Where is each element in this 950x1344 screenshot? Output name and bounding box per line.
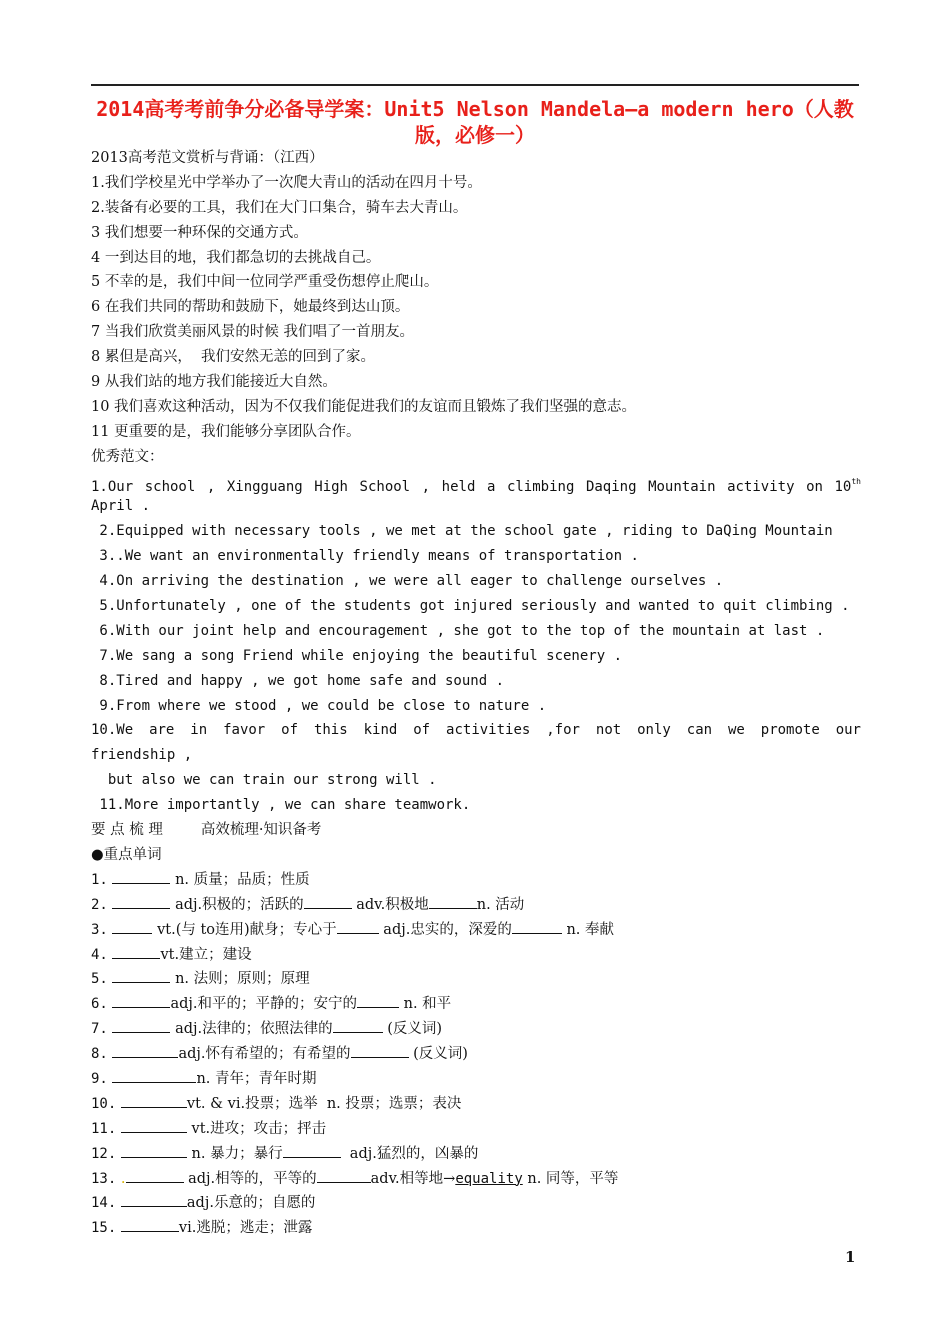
vocab-number: 6.: [91, 996, 108, 1013]
essay-sentence-10-cont: friendship ,: [91, 747, 193, 764]
answer-blank: [112, 943, 160, 959]
vocab-item: [91, 992, 861, 1017]
vocab-number: 10.: [91, 1095, 117, 1112]
vocab-definition: adv.积极地: [356, 896, 429, 913]
intro-sentence: 2.装备有必要的工具，我们在大门口集合，骑车去大青山。: [91, 199, 468, 216]
section-heading-left: 要 点 梳 理: [91, 822, 163, 839]
intro-sentence: 8 累但是高兴， 我们安然无恙的回到了家。: [91, 349, 376, 366]
essay-sentence-3: 3..We want an environmentally friendly means of transportation .: [91, 548, 639, 565]
answer-blank: [126, 1167, 184, 1183]
section-heading-right: 高效梳理·知识备考: [200, 822, 322, 839]
essay-sentence-9: 9.From where we stood , we could be close to nature .: [91, 697, 547, 714]
vocab-item: [91, 1191, 861, 1216]
vocab-definition: adj.怀有希望的；有希望的: [178, 1046, 351, 1063]
essay-sentence-2: 2.Equipped with necessary tools , we met at the school gate , riding to DaQing Mountain: [91, 523, 833, 540]
essay-heading: 优秀范文：: [91, 448, 164, 465]
vocab-definition: (反义词): [413, 1046, 468, 1063]
vocab-item: [91, 1117, 861, 1142]
vocab-definition: adj.猛烈的，凶暴的: [349, 1145, 479, 1162]
answer-blank: [112, 1017, 170, 1033]
title-line-2: 版，必修一）: [415, 123, 535, 147]
answer-blank: [333, 1017, 383, 1033]
vocab-definition: n. 质量；品质；性质: [175, 871, 310, 888]
essay-sentence-10: 10.We are in favor of this kind of activities ,for not only can we promote our: [91, 722, 861, 739]
vocab-number: 12.: [91, 1145, 117, 1162]
vocab-definition: n. 同等，平等: [527, 1170, 619, 1187]
answer-blank: [283, 1142, 341, 1158]
answer-blank: [121, 1117, 187, 1133]
vocab-number: 4.: [91, 946, 108, 963]
intro-sentence: 4 一到达目的地，我们都急切的去挑战自己。: [91, 249, 381, 266]
essay-sentence-11: 11.More importantly , we can share teamwork.: [91, 797, 471, 814]
document-body: [91, 146, 861, 1241]
vocab-number: 13.: [91, 1170, 117, 1187]
vocab-item: [91, 893, 861, 918]
essay-sentence-5: 5.Unfortunately , one of the students got injured seriously and wanted to quit climbing .: [91, 598, 850, 615]
vocab-number: 7.: [91, 1021, 108, 1038]
vocab-definition: vt.进攻；攻击；抨击: [191, 1120, 327, 1137]
intro-sentence: 7 当我们欣赏美丽风景的时候 我们唱了一首朋友。: [91, 324, 414, 341]
vocab-number: 1.: [91, 871, 108, 888]
vocab-number: 5.: [91, 971, 108, 988]
vocab-definition: adj.和平的；平静的；安宁的: [170, 996, 357, 1013]
vocab-item: [91, 1167, 861, 1192]
essay-s1-text: 1.Our school , Xingguang High School , held a climbing Daqing Mountain activity on 10: [91, 478, 852, 495]
vocab-number: 3.: [91, 921, 108, 938]
vocab-number: 14.: [91, 1195, 117, 1212]
intro-sentence: 1.我们学校星光中学举办了一次爬大青山的活动在四月十号。: [91, 174, 482, 191]
vocab-item: [91, 1042, 861, 1067]
vocab-item: [91, 943, 861, 968]
vocab-item: [91, 1017, 861, 1042]
vocab-definition: adj.乐意的；自愿的: [186, 1195, 316, 1212]
answer-blank: [351, 1042, 409, 1058]
answer-blank: [112, 992, 170, 1008]
answer-blank: [512, 918, 562, 934]
intro-sentence: 6 在我们共同的帮助和鼓励下，她最终到达山顶。: [91, 299, 410, 316]
vocab-number: 9.: [91, 1070, 108, 1087]
answer-blank: [121, 1191, 187, 1207]
answer-blank: [317, 1167, 371, 1183]
answer-blank: [112, 1067, 196, 1083]
vocab-answer-equality: equality: [455, 1170, 523, 1187]
intro-sentence: 11 更重要的是，我们能够分享团队合作。: [91, 423, 361, 440]
vocab-definition: adv.相等地→: [370, 1170, 456, 1187]
essay-sentence-1: [91, 470, 861, 495]
vocab-definition: vt.(与 to连用)献身；专心于: [157, 921, 337, 938]
vocab-definition: adj.忠实的，深爱的: [383, 921, 512, 938]
answer-blank: [429, 893, 477, 909]
answer-blank: [112, 868, 170, 884]
vocab-definition: n. 青年；青年时期: [196, 1070, 317, 1087]
essay-sentence-8: 8.Tired and happy , we got home safe and sound .: [91, 672, 505, 689]
intro-sentence: 5 不幸的是，我们中间一位同学严重受伤想停止爬山。: [91, 274, 439, 291]
vocab-item: [91, 1067, 861, 1092]
vocab-number: 15.: [91, 1220, 117, 1237]
title-line-1: 2014高考考前争分必备导学案：Unit5 Nelson Mandela—a modern hero（人教: [96, 97, 854, 121]
vocab-number: 8.: [91, 1046, 108, 1063]
vocab-definition: vt. & vi.投票；选举 n. 投票；选票；表决: [186, 1095, 462, 1112]
intro-sentence: 9 从我们站的地方我们能接近大自然。: [91, 374, 337, 391]
answer-blank: [112, 893, 170, 909]
intro-sentence: 3 我们想要一种环保的交通方式。: [91, 224, 308, 241]
vocab-item: [91, 918, 861, 943]
essay-sentence-4: 4.On arriving the destination , we were all eager to challenge ourselves .: [91, 573, 724, 590]
vocab-definition: adj.积极的；活跃的: [175, 896, 304, 913]
answer-blank: [357, 992, 399, 1008]
vocab-definition: adj.相等的，平等的: [188, 1170, 317, 1187]
answer-blank: [121, 1092, 187, 1108]
page-number: 1: [845, 1248, 856, 1266]
essay-sentence-6: 6.With our joint help and encouragement , she got to the top of the mountain at last .: [91, 622, 825, 639]
vocab-item: [91, 868, 861, 893]
vocab-number: 11.: [91, 1120, 117, 1137]
vocab-definition: n. 法则；原则；原理: [175, 971, 310, 988]
vocab-definition: n. 活动: [476, 896, 525, 913]
vocab-definition: n. 暴力；暴行: [191, 1145, 283, 1162]
stray-mark: .: [120, 1170, 126, 1187]
vocab-definition: n. 和平: [403, 996, 452, 1013]
answer-blank: [121, 1142, 187, 1158]
answer-blank: [121, 1216, 179, 1232]
intro-heading: 2013高考范文赏析与背诵：（江西）: [91, 150, 324, 166]
vocab-definition: vi.逃脱；逃走；泄露: [178, 1220, 313, 1237]
vocab-definition: (反义词): [387, 1021, 443, 1038]
vocab-number: 2.: [91, 896, 108, 913]
answer-blank: [112, 1042, 178, 1058]
document-title: [88, 96, 862, 148]
answer-blank: [112, 967, 170, 983]
answer-blank: [337, 918, 379, 934]
section-heading: [91, 818, 861, 843]
essay-sentence-7: 7.We sang a song Friend while enjoying the beautiful scenery .: [91, 647, 623, 664]
vocab-item: [91, 1092, 861, 1117]
vocab-definition: adj.法律的；依照法律的: [175, 1021, 333, 1038]
header-rule: [91, 84, 859, 86]
essay-sentence-10-cont: but also we can train our strong will .: [91, 772, 437, 789]
vocab-definition: n. 奉献: [566, 921, 614, 938]
vocab-item: [91, 967, 861, 992]
essay-sentence-1-cont: April .: [91, 498, 151, 515]
vocab-definition: vt.建立；建设: [160, 946, 252, 963]
answer-blank: [304, 893, 352, 909]
section-subheading: ●重点单词: [91, 846, 162, 863]
answer-blank: [112, 918, 152, 934]
vocab-item: [91, 1142, 861, 1167]
essay-s1-superscript: th: [851, 476, 861, 486]
intro-sentence: 10 我们喜欢这种活动，因为不仅我们能促进我们的友谊而且锻炼了我们坚强的意志。: [91, 398, 637, 415]
vocab-item: [91, 1216, 861, 1241]
